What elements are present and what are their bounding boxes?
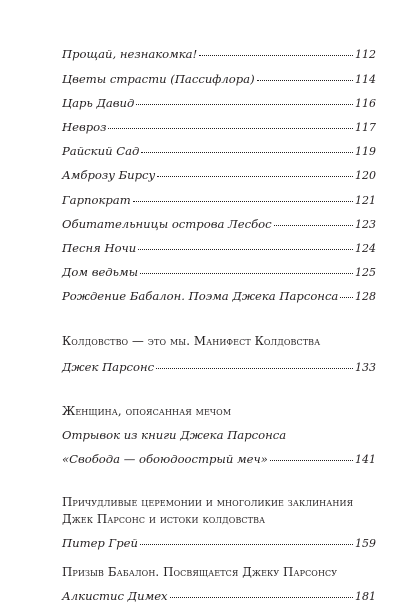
toc-entry-page: 125 <box>355 266 376 279</box>
toc-entry[interactable] <box>62 241 376 256</box>
section-heading: Колдовство — это мы. Манифест Колдовства <box>62 334 321 348</box>
toc-entry-title: Гарпократ <box>62 193 131 207</box>
dot-leader <box>157 176 353 177</box>
toc-entry-title: Царь Давид <box>62 96 135 110</box>
dot-leader <box>140 273 353 274</box>
toc-entry-title: Прощай, незнакомка! <box>62 47 198 61</box>
toc-entry[interactable] <box>62 536 376 551</box>
section-heading: Причудливые церемонии и многоликие заклинания <box>62 495 354 509</box>
toc-entry-page: 124 <box>355 242 376 255</box>
section-subtitle: Отрывок из книги Джека Парсонса <box>62 428 287 442</box>
dot-leader <box>140 544 353 545</box>
dot-leader <box>340 297 353 298</box>
toc-entry[interactable] <box>62 168 376 183</box>
toc-entry[interactable] <box>62 589 376 604</box>
section-author: Алкистис Димех <box>62 589 168 603</box>
toc-entry-page: 121 <box>355 194 376 207</box>
toc-entry-title: Дом ведьмы <box>62 265 139 279</box>
section-heading: Женщина, опоясанная мечом <box>62 404 232 418</box>
toc-entry-title: «Свобода — обоюдоострый меч» <box>62 452 268 466</box>
dot-leader <box>274 225 353 226</box>
dot-leader <box>138 249 353 250</box>
toc-entry-page: 112 <box>355 48 376 61</box>
toc-entry[interactable] <box>62 360 376 375</box>
dot-leader <box>141 152 353 153</box>
dot-leader <box>170 597 353 598</box>
toc-entry-title: Обитательницы острова Лесбос <box>62 217 272 231</box>
toc-entry-page: 128 <box>355 290 376 303</box>
toc-entry-page: 117 <box>355 121 376 134</box>
toc-entry-page: 133 <box>355 361 376 374</box>
toc-entry-page: 123 <box>355 218 376 231</box>
toc-entry[interactable] <box>62 120 376 135</box>
section-author: Питер Грей <box>62 536 138 550</box>
dot-leader <box>156 368 353 369</box>
dot-leader <box>136 104 353 105</box>
toc-entry-page: 116 <box>355 97 376 110</box>
toc-entry[interactable] <box>62 144 376 159</box>
toc-entry[interactable] <box>62 265 376 280</box>
section-heading: Призыв Бабалон. Посвящается Джеку Парсонсу <box>62 565 338 579</box>
toc-entry[interactable] <box>62 72 376 87</box>
toc-entry-title: Невроз <box>62 120 107 134</box>
toc-entry-page: 181 <box>355 590 376 603</box>
toc-entry[interactable] <box>62 47 376 62</box>
toc-entry-page: 114 <box>355 73 376 86</box>
section-heading-line2: Джек Парсонс и истоки колдовства <box>62 512 266 526</box>
toc-entry[interactable] <box>62 193 376 208</box>
dot-leader <box>199 55 353 56</box>
toc-entry-page: 159 <box>355 537 376 550</box>
toc-entry-title: Райский Сад <box>62 144 140 158</box>
toc-entry-page: 120 <box>355 169 376 182</box>
dot-leader <box>257 80 353 81</box>
toc-entry[interactable] <box>62 289 376 304</box>
dot-leader <box>270 460 353 461</box>
dot-leader <box>133 201 353 202</box>
dot-leader <box>108 128 353 129</box>
toc-entry-title: Цветы страсти (Пассифлора) <box>62 72 255 86</box>
toc-entry-title: Рождение Бабалон. Поэма Джека Парсонса <box>62 289 339 303</box>
toc-entry[interactable] <box>62 96 376 111</box>
section-author: Джек Парсонс <box>62 360 155 374</box>
toc-entry-title: Песня Ночи <box>62 241 137 255</box>
toc-entry-page: 141 <box>355 453 376 466</box>
toc-entry-title: Амброзу Бирсу <box>62 168 156 182</box>
toc-entry-page: 119 <box>355 145 376 158</box>
toc-entry[interactable] <box>62 217 376 232</box>
toc-entry[interactable] <box>62 452 376 467</box>
